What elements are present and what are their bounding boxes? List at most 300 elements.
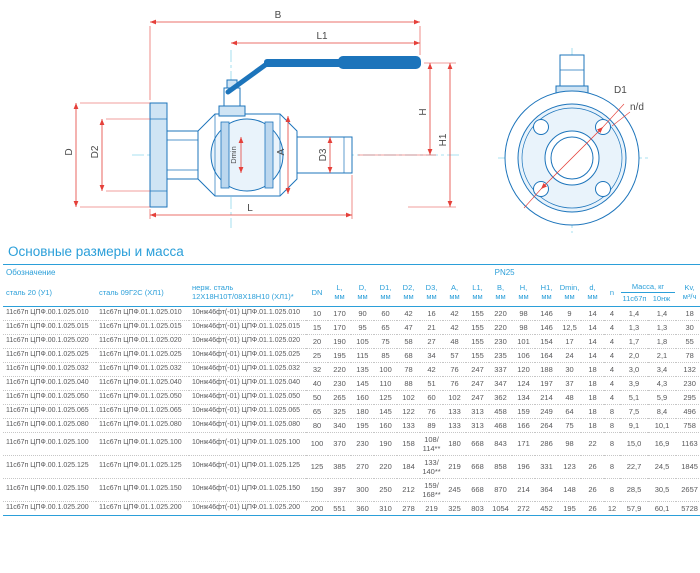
b-value: 843 <box>489 432 512 455</box>
designation-steel20: 11с67п ЦПФ.00.1.025.010 <box>3 306 96 320</box>
a-value: 133 <box>443 404 466 418</box>
d1-value: 110 <box>374 376 397 390</box>
dim-label-h: H <box>418 108 429 116</box>
dim-label-nd: n/d <box>630 102 644 113</box>
seat-left <box>221 122 229 188</box>
table-row <box>3 501 700 515</box>
d-value: 145 <box>351 376 374 390</box>
h-value: 134 <box>512 390 535 404</box>
a-value: 76 <box>443 376 466 390</box>
d-value: 95 <box>351 320 374 334</box>
dn-value: 100 <box>306 432 328 455</box>
handle-arm <box>228 63 268 92</box>
l1-value: 247 <box>466 376 489 390</box>
designation-steel20: 11с67п ЦПФ.00.1.025.125 <box>3 455 96 478</box>
d1-value: 75 <box>374 334 397 348</box>
a-value: 180 <box>443 432 466 455</box>
d1-value: 310 <box>374 501 397 515</box>
col-header-n: n <box>604 280 620 307</box>
d3-value: 219 <box>420 501 443 515</box>
d1-value: 85 <box>374 348 397 362</box>
dim-label-h1: H1 <box>438 133 449 147</box>
designation-stainless: 10нж46фт(-01) ЦПФ.01.1.025.080 <box>189 418 306 432</box>
designation-steel09g2s: 11с67п ЦПФ.01.1.025.025 <box>96 348 189 362</box>
designation-steel20: 11с67п ЦПФ.00.1.025.200 <box>3 501 96 515</box>
col-header-steel09g2s: сталь 09Г2С (ХЛ1) <box>96 280 189 307</box>
col-header-D3: D3, мм <box>420 280 443 307</box>
mass-11s67p-value: 28,5 <box>620 478 648 501</box>
table-row <box>3 455 700 478</box>
d1-value: 125 <box>374 390 397 404</box>
d-value: 180 <box>351 404 374 418</box>
mass-10nzh-value: 3,4 <box>648 362 676 376</box>
inlet-neck <box>167 131 198 179</box>
mass-11s67p-value: 1,3 <box>620 320 648 334</box>
mass-10nzh-value: 8,4 <box>648 404 676 418</box>
valve-side-view <box>150 56 421 207</box>
dmin-value: 9 <box>558 306 581 320</box>
h1-value: 364 <box>535 478 558 501</box>
mass-10nzh-value: 24,5 <box>648 455 676 478</box>
n-value: 8 <box>604 432 620 455</box>
b-value: 362 <box>489 390 512 404</box>
l-value: 397 <box>328 478 351 501</box>
designation-steel20: 11с67п ЦПФ.00.1.025.040 <box>3 376 96 390</box>
table-row <box>3 390 700 404</box>
h-value: 101 <box>512 334 535 348</box>
b-value: 235 <box>489 348 512 362</box>
d3-value: 51 <box>420 376 443 390</box>
dmin-value: 24 <box>558 348 581 362</box>
d3-value: 108/ 114** <box>420 432 443 455</box>
d1-value: 220 <box>374 455 397 478</box>
n-value: 12 <box>604 501 620 515</box>
kv-value: 5728 <box>676 501 700 515</box>
designation-steel09g2s: 11с67п ЦПФ.01.1.025.080 <box>96 418 189 432</box>
b-value: 858 <box>489 455 512 478</box>
dn-value: 65 <box>306 404 328 418</box>
l1-value: 668 <box>466 455 489 478</box>
dim-label-d2: D2 <box>90 145 101 159</box>
d2-value: 102 <box>397 390 420 404</box>
designation-stainless: 10нж46фт(-01) ЦПФ.01.1.025.040 <box>189 376 306 390</box>
h1-value: 214 <box>535 390 558 404</box>
dmin-value: 30 <box>558 362 581 376</box>
kv-value: 30 <box>676 320 700 334</box>
dim-label-l1: L1 <box>316 31 328 42</box>
d2-value: 47 <box>397 320 420 334</box>
table-group-header-row <box>3 265 700 280</box>
l1-value: 668 <box>466 478 489 501</box>
table-row <box>3 306 700 320</box>
d2-value: 68 <box>397 348 420 362</box>
col-header-L1: L1, мм <box>466 280 489 307</box>
designation-stainless: 10нж46фт(-01) ЦПФ.01.1.025.065 <box>189 404 306 418</box>
bolt-d-value: 14 <box>581 320 604 334</box>
designation-steel09g2s: 11с67п ЦПФ.01.1.025.150 <box>96 478 189 501</box>
h1-value: 452 <box>535 501 558 515</box>
designation-steel20: 11с67п ЦПФ.00.1.025.065 <box>3 404 96 418</box>
d3-value: 16 <box>420 306 443 320</box>
dmin-value: 17 <box>558 334 581 348</box>
mass-11s67p-value: 3,0 <box>620 362 648 376</box>
mass-11s67p-value: 15,0 <box>620 432 648 455</box>
mass-10nzh-value: 1,4 <box>648 306 676 320</box>
col-header-D2: D2, мм <box>397 280 420 307</box>
h1-value: 154 <box>535 334 558 348</box>
kv-value: 55 <box>676 334 700 348</box>
bolt-d-value: 14 <box>581 334 604 348</box>
d3-value: 133/ 140** <box>420 455 443 478</box>
mass-10nzh-value: 16,9 <box>648 432 676 455</box>
table-row <box>3 376 700 390</box>
l-value: 170 <box>328 306 351 320</box>
kv-value: 758 <box>676 418 700 432</box>
d3-value: 21 <box>420 320 443 334</box>
b-value: 347 <box>489 376 512 390</box>
dn-value: 150 <box>306 478 328 501</box>
b-value: 1054 <box>489 501 512 515</box>
h-value: 171 <box>512 432 535 455</box>
designation-steel20: 11с67п ЦПФ.00.1.025.050 <box>3 390 96 404</box>
d2-value: 133 <box>397 418 420 432</box>
dn-value: 50 <box>306 390 328 404</box>
h-value: 272 <box>512 501 535 515</box>
l1-value: 803 <box>466 501 489 515</box>
h-value: 124 <box>512 376 535 390</box>
l-value: 190 <box>328 334 351 348</box>
dmin-value: 12,5 <box>558 320 581 334</box>
d1-value: 65 <box>374 320 397 334</box>
h-value: 98 <box>512 306 535 320</box>
a-value: 48 <box>443 334 466 348</box>
n-value: 4 <box>604 334 620 348</box>
handle-grip <box>338 56 421 69</box>
col-header-mass <box>620 280 676 307</box>
kv-value: 1845 <box>676 455 700 478</box>
front-stem <box>560 55 584 87</box>
designation-steel09g2s: 11с67п ЦПФ.01.1.025.032 <box>96 362 189 376</box>
d2-value: 158 <box>397 432 420 455</box>
dim-label-d: D <box>64 148 75 156</box>
bolt-d-value: 18 <box>581 376 604 390</box>
mass-11s67p-value: 9,1 <box>620 418 648 432</box>
dim-label-l: L <box>247 203 253 214</box>
l-value: 220 <box>328 362 351 376</box>
l1-value: 247 <box>466 390 489 404</box>
l-value: 370 <box>328 432 351 455</box>
table-row <box>3 478 700 501</box>
n-value: 8 <box>604 404 620 418</box>
stem-gland <box>219 106 245 116</box>
h1-value: 286 <box>535 432 558 455</box>
dn-value: 80 <box>306 418 328 432</box>
d-value: 195 <box>351 418 374 432</box>
a-value: 102 <box>443 390 466 404</box>
dmin-value: 64 <box>558 404 581 418</box>
mass-10nzh-value: 1,3 <box>648 320 676 334</box>
section-title: Основные размеры и масса <box>8 244 184 259</box>
d1-value: 160 <box>374 418 397 432</box>
n-value: 4 <box>604 306 620 320</box>
d-value: 115 <box>351 348 374 362</box>
dmin-value: 75 <box>558 418 581 432</box>
l-value: 385 <box>328 455 351 478</box>
mass-10nzh-value: 30,5 <box>648 478 676 501</box>
h1-value: 146 <box>535 306 558 320</box>
mass-11s67p-value: 1,4 <box>620 306 648 320</box>
n-value: 8 <box>604 455 620 478</box>
dim-label-d3: D3 <box>318 148 329 162</box>
h1-value: 331 <box>535 455 558 478</box>
n-value: 4 <box>604 320 620 334</box>
designation-steel09g2s: 11с67п ЦПФ.01.1.025.020 <box>96 334 189 348</box>
bolt-d-value: 18 <box>581 418 604 432</box>
d-value: 270 <box>351 455 374 478</box>
kv-value: 2657 <box>676 478 700 501</box>
table-row <box>3 418 700 432</box>
mass-10nzh-value: 10,1 <box>648 418 676 432</box>
designation-stainless: 10нж46фт(-01) ЦПФ.01.1.025.020 <box>189 334 306 348</box>
h-value: 166 <box>512 418 535 432</box>
col-header-H: H, мм <box>512 280 535 307</box>
h1-value: 264 <box>535 418 558 432</box>
designation-steel20: 11с67п ЦПФ.00.1.025.150 <box>3 478 96 501</box>
h-value: 159 <box>512 404 535 418</box>
designation-steel20: 11с67п ЦПФ.00.1.025.025 <box>3 348 96 362</box>
dn-value: 10 <box>306 306 328 320</box>
l-value: 230 <box>328 376 351 390</box>
d1-value: 250 <box>374 478 397 501</box>
d2-value: 278 <box>397 501 420 515</box>
dn-value: 25 <box>306 348 328 362</box>
bolt-d-value: 26 <box>581 455 604 478</box>
h-value: 120 <box>512 362 535 376</box>
l-value: 340 <box>328 418 351 432</box>
col-header-Dmin: Dmin, мм <box>558 280 581 307</box>
mass-subcol-11s67p: 11с67п <box>622 293 647 303</box>
h-value: 196 <box>512 455 535 478</box>
bolt-d-value: 14 <box>581 348 604 362</box>
l1-value: 155 <box>466 334 489 348</box>
d-value: 230 <box>351 432 374 455</box>
dn-value: 32 <box>306 362 328 376</box>
col-header-H1: H1, мм <box>535 280 558 307</box>
kv-value: 132 <box>676 362 700 376</box>
d-value: 160 <box>351 390 374 404</box>
designation-steel09g2s: 11с67п ЦПФ.01.1.025.040 <box>96 376 189 390</box>
l1-value: 668 <box>466 432 489 455</box>
dmin-value: 195 <box>558 501 581 515</box>
col-header-stainless: нерж. сталь 12Х18Н10Т/08Х18Н10 (ХЛ1)* <box>189 280 306 307</box>
dmin-value: 48 <box>558 390 581 404</box>
kv-value: 18 <box>676 306 700 320</box>
d3-value: 159/ 168** <box>420 478 443 501</box>
designation-stainless: 10нж46фт(-01) ЦПФ.01.1.025.125 <box>189 455 306 478</box>
h1-value: 197 <box>535 376 558 390</box>
table-row <box>3 348 700 362</box>
dn-value: 20 <box>306 334 328 348</box>
bolt-d-value: 14 <box>581 306 604 320</box>
d2-value: 58 <box>397 334 420 348</box>
b-value: 337 <box>489 362 512 376</box>
n-value: 4 <box>604 390 620 404</box>
a-value: 325 <box>443 501 466 515</box>
designation-stainless: 10нж46фт(-01) ЦПФ.01.1.025.200 <box>189 501 306 515</box>
mass-10nzh-value: 4,3 <box>648 376 676 390</box>
kv-value: 78 <box>676 348 700 362</box>
d2-value: 212 <box>397 478 420 501</box>
designation-stainless: 10нж46фт(-01) ЦПФ.01.1.025.025 <box>189 348 306 362</box>
col-header-A: A, мм <box>443 280 466 307</box>
mass-11s67p-value: 22,7 <box>620 455 648 478</box>
d3-value: 60 <box>420 390 443 404</box>
seat-right <box>265 122 273 188</box>
dim-label-d1: D1 <box>614 85 627 96</box>
designation-stainless: 10нж46фт(-01) ЦПФ.01.1.025.100 <box>189 432 306 455</box>
d3-value: 27 <box>420 334 443 348</box>
d2-value: 78 <box>397 362 420 376</box>
bolt-d-value: 26 <box>581 478 604 501</box>
d1-value: 145 <box>374 404 397 418</box>
designation-stainless: 10нж46фт(-01) ЦПФ.01.1.025.032 <box>189 362 306 376</box>
dmin-value: 98 <box>558 432 581 455</box>
bolt-hole <box>534 120 549 135</box>
valve-drawing-svg <box>0 0 700 238</box>
l-value: 170 <box>328 320 351 334</box>
mass-subcol-10nzh: 10нж <box>652 293 671 303</box>
col-header-dn: DN <box>306 280 328 307</box>
b-value: 220 <box>489 306 512 320</box>
dn-value: 40 <box>306 376 328 390</box>
a-value: 76 <box>443 362 466 376</box>
dmin-value: 123 <box>558 455 581 478</box>
mass-header-label: Масса, кг <box>621 282 675 293</box>
n-value: 4 <box>604 348 620 362</box>
dn-value: 200 <box>306 501 328 515</box>
n-value: 4 <box>604 362 620 376</box>
d-value: 135 <box>351 362 374 376</box>
valve-drawing <box>0 0 700 238</box>
d3-value: 42 <box>420 362 443 376</box>
designation-stainless: 10нж46фт(-01) ЦПФ.01.1.025.010 <box>189 306 306 320</box>
designation-steel20: 11с67п ЦПФ.00.1.025.032 <box>3 362 96 376</box>
b-value: 220 <box>489 320 512 334</box>
dim-label-b: B <box>274 10 282 21</box>
kv-value: 496 <box>676 404 700 418</box>
n-value: 8 <box>604 418 620 432</box>
bolt-d-value: 18 <box>581 362 604 376</box>
a-value: 42 <box>443 306 466 320</box>
l1-value: 155 <box>466 306 489 320</box>
dimensions-table-wrap <box>0 264 700 516</box>
col-header-B: B, мм <box>489 280 512 307</box>
d2-value: 88 <box>397 376 420 390</box>
mass-11s67p-value: 2,0 <box>620 348 648 362</box>
bolt-d-value: 18 <box>581 404 604 418</box>
bolt-d-value: 22 <box>581 432 604 455</box>
l1-value: 313 <box>466 418 489 432</box>
designation-steel09g2s: 11с67п ЦПФ.01.1.025.100 <box>96 432 189 455</box>
designation-steel09g2s: 11с67п ЦПФ.01.1.025.050 <box>96 390 189 404</box>
h1-value: 249 <box>535 404 558 418</box>
h1-value: 164 <box>535 348 558 362</box>
kv-value: 1163 <box>676 432 700 455</box>
kv-value: 295 <box>676 390 700 404</box>
h-value: 214 <box>512 478 535 501</box>
designation-steel20: 11с67п ЦПФ.00.1.025.015 <box>3 320 96 334</box>
table-row <box>3 432 700 455</box>
col-header-kv: Kv, м³/ч <box>676 280 700 307</box>
b-value: 458 <box>489 404 512 418</box>
bolt-hole <box>596 182 611 197</box>
d1-value: 100 <box>374 362 397 376</box>
mass-10nzh-value: 5,9 <box>648 390 676 404</box>
designation-steel20: 11с67п ЦПФ.00.1.025.100 <box>3 432 96 455</box>
b-value: 468 <box>489 418 512 432</box>
d-value: 105 <box>351 334 374 348</box>
l-value: 325 <box>328 404 351 418</box>
designation-steel09g2s: 11с67п ЦПФ.01.1.025.125 <box>96 455 189 478</box>
designation-steel09g2s: 11с67п ЦПФ.01.1.025.200 <box>96 501 189 515</box>
bolt-d-value: 26 <box>581 501 604 515</box>
dim-label-dmin: Dmin <box>229 146 238 164</box>
dn-value: 15 <box>306 320 328 334</box>
designation-steel09g2s: 11с67п ЦПФ.01.1.025.010 <box>96 306 189 320</box>
flange-section <box>150 103 167 207</box>
kv-value: 230 <box>676 376 700 390</box>
designation-stainless: 10нж46фт(-01) ЦПФ.01.1.025.050 <box>189 390 306 404</box>
d3-value: 76 <box>420 404 443 418</box>
a-value: 133 <box>443 418 466 432</box>
designation-stainless: 10нж46фт(-01) ЦПФ.01.1.025.150 <box>189 478 306 501</box>
mass-10nzh-value: 2,1 <box>648 348 676 362</box>
designation-steel09g2s: 11с67п ЦПФ.01.1.025.065 <box>96 404 189 418</box>
dmin-value: 148 <box>558 478 581 501</box>
dmin-value: 37 <box>558 376 581 390</box>
d1-value: 190 <box>374 432 397 455</box>
designation-group-header: Обозначение <box>3 265 306 280</box>
a-value: 57 <box>443 348 466 362</box>
pn25-group-header: PN25 <box>306 265 700 280</box>
d2-value: 184 <box>397 455 420 478</box>
n-value: 4 <box>604 376 620 390</box>
mass-10nzh-value: 1,8 <box>648 334 676 348</box>
bolt-d-value: 18 <box>581 390 604 404</box>
designation-steel09g2s: 11с67п ЦПФ.01.1.025.015 <box>96 320 189 334</box>
b-value: 870 <box>489 478 512 501</box>
d-value: 360 <box>351 501 374 515</box>
l1-value: 155 <box>466 348 489 362</box>
table-row <box>3 362 700 376</box>
l1-value: 247 <box>466 362 489 376</box>
a-value: 42 <box>443 320 466 334</box>
designation-stainless: 10нж46фт(-01) ЦПФ.01.1.025.015 <box>189 320 306 334</box>
col-header-D1: D1, мм <box>374 280 397 307</box>
l-value: 265 <box>328 390 351 404</box>
d3-value: 89 <box>420 418 443 432</box>
mass-11s67p-value: 57,9 <box>620 501 648 515</box>
d-value: 90 <box>351 306 374 320</box>
table-column-header-row <box>3 280 700 307</box>
col-header-L: L, мм <box>328 280 351 307</box>
d2-value: 42 <box>397 306 420 320</box>
col-header-steel20: сталь 20 (У1) <box>3 280 96 307</box>
dim-label-a: A <box>276 148 287 156</box>
d3-value: 34 <box>420 348 443 362</box>
table-row <box>3 404 700 418</box>
dimensions-table <box>3 264 700 516</box>
